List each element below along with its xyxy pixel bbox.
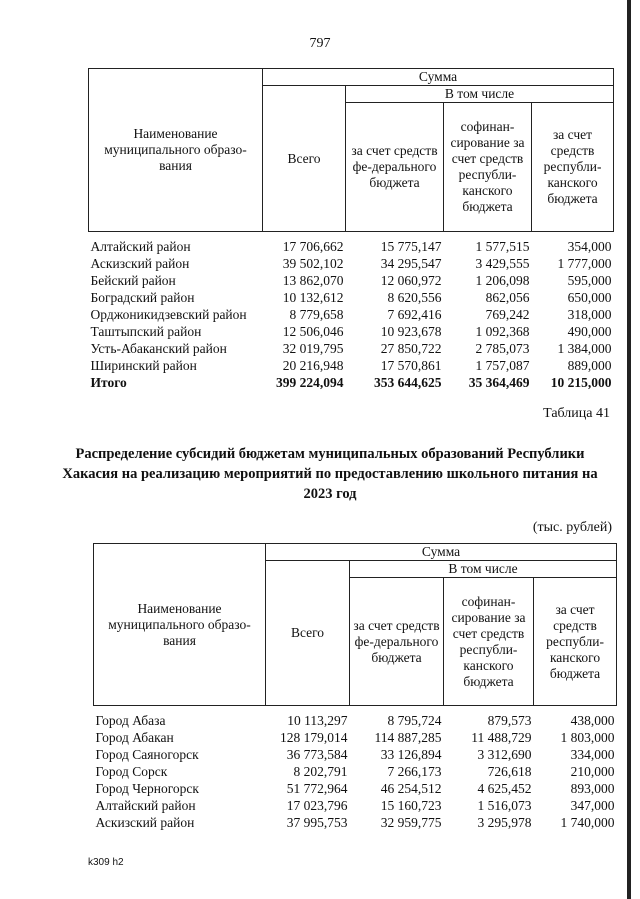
table-row bbox=[89, 232, 614, 256]
municipality-cell: Алтайский район bbox=[90, 239, 191, 254]
municipality-cell: Боградский район bbox=[90, 290, 195, 305]
cofin-cell: 3 295,978 bbox=[477, 815, 532, 830]
table-row bbox=[94, 780, 617, 797]
subsidy-table-1 bbox=[88, 68, 614, 391]
cofin-cell: 862,056 bbox=[485, 290, 530, 305]
table-row bbox=[89, 340, 614, 357]
municipality-cell: Аскизский район bbox=[90, 256, 190, 271]
footer-code: k309 h2 bbox=[88, 857, 124, 868]
republic-cell: 889,000 bbox=[567, 358, 612, 373]
table-row bbox=[94, 814, 617, 831]
cofin-cell: 1 577,515 bbox=[475, 239, 530, 254]
cofin-cell: 769,242 bbox=[485, 307, 530, 322]
republic-cell: 438,000 bbox=[570, 713, 615, 728]
table-row bbox=[94, 729, 617, 746]
federal-cell: 8 620,556 bbox=[387, 290, 442, 305]
cofin-cell: 2 785,073 bbox=[475, 341, 530, 356]
header-cofin: софинан-сирование за счет средств республи-канского бюджета bbox=[444, 103, 532, 232]
header-republic: за счет средств республи-канского бюджета bbox=[532, 103, 614, 232]
table-body bbox=[89, 232, 614, 392]
scan-edge bbox=[627, 0, 631, 899]
table-row bbox=[94, 797, 617, 814]
federal-cell: 33 126,894 bbox=[380, 747, 442, 762]
cofin-cell: 3 312,690 bbox=[477, 747, 532, 762]
federal-cell: 15 160,723 bbox=[380, 798, 442, 813]
cofin-cell: 35 364,469 bbox=[468, 375, 530, 390]
header-sum: Сумма bbox=[263, 69, 614, 86]
republic-cell: 347,000 bbox=[570, 798, 615, 813]
header-federal: за счет средств фе-дерального бюджета bbox=[350, 578, 444, 706]
table-row bbox=[89, 272, 614, 289]
republic-cell: 334,000 bbox=[570, 747, 615, 762]
total-cell: 10 132,612 bbox=[282, 290, 344, 305]
municipality-cell: Итого bbox=[90, 375, 127, 390]
table-row bbox=[89, 357, 614, 374]
municipality-cell: Город Абакан bbox=[95, 730, 174, 745]
federal-cell: 15 775,147 bbox=[380, 239, 442, 254]
republic-cell: 1 384,000 bbox=[557, 341, 612, 356]
municipality-cell: Бейский район bbox=[90, 273, 176, 288]
cofin-cell: 4 625,452 bbox=[477, 781, 532, 796]
federal-cell: 32 959,775 bbox=[380, 815, 442, 830]
municipality-cell: Орджоникидзевский район bbox=[90, 307, 247, 322]
table-title: Распределение субсидий бюджетам муниципальных образований Республики Хакасия на реализацию мероприятий по предоставлению школьного питания на 2023 год bbox=[62, 446, 598, 502]
republic-cell: 210,000 bbox=[570, 764, 615, 779]
table-row bbox=[94, 746, 617, 763]
republic-cell: 1 777,000 bbox=[557, 256, 612, 271]
table-row bbox=[89, 323, 614, 340]
municipality-cell: Алтайский район bbox=[95, 798, 196, 813]
cofin-cell: 11 488,729 bbox=[471, 730, 532, 745]
republic-cell: 595,000 bbox=[567, 273, 612, 288]
federal-cell: 7 692,416 bbox=[387, 307, 442, 322]
cofin-cell: 879,573 bbox=[487, 713, 532, 728]
total-cell: 32 019,795 bbox=[282, 341, 344, 356]
federal-cell: 46 254,512 bbox=[380, 781, 442, 796]
total-cell: 13 862,070 bbox=[282, 273, 344, 288]
municipality-cell: Город Абаза bbox=[95, 713, 166, 728]
header-name: Наименование муниципального образо-вания bbox=[94, 544, 266, 706]
republic-cell: 650,000 bbox=[567, 290, 612, 305]
cofin-cell: 1 757,087 bbox=[475, 358, 530, 373]
total-cell: 20 216,948 bbox=[282, 358, 344, 373]
federal-cell: 27 850,722 bbox=[380, 341, 442, 356]
header-total: Всего bbox=[266, 561, 350, 706]
table-row bbox=[89, 255, 614, 272]
republic-cell: 354,000 bbox=[567, 239, 612, 254]
header-name: Наименование муниципального образо-вания bbox=[89, 69, 263, 232]
header-including: В том числе bbox=[350, 561, 617, 578]
header-sum: Сумма bbox=[266, 544, 617, 561]
federal-cell: 12 060,972 bbox=[380, 273, 442, 288]
total-cell: 8 779,658 bbox=[289, 307, 344, 322]
table-row bbox=[89, 289, 614, 306]
table-row bbox=[89, 306, 614, 323]
total-cell: 17 706,662 bbox=[282, 239, 344, 254]
total-cell: 128 179,014 bbox=[280, 730, 348, 745]
header-total: Всего bbox=[263, 86, 346, 232]
total-cell: 399 224,094 bbox=[276, 375, 344, 390]
table-row bbox=[94, 763, 617, 780]
republic-cell: 893,000 bbox=[570, 781, 615, 796]
total-cell: 8 202,791 bbox=[293, 764, 348, 779]
republic-cell: 1 803,000 bbox=[560, 730, 615, 745]
republic-cell: 10 215,000 bbox=[550, 375, 612, 390]
total-cell: 36 773,584 bbox=[286, 747, 348, 762]
total-row bbox=[89, 374, 614, 391]
total-cell: 51 772,964 bbox=[286, 781, 348, 796]
federal-cell: 7 266,173 bbox=[387, 764, 442, 779]
municipality-cell: Ширинский район bbox=[90, 358, 197, 373]
header-including: В том числе bbox=[346, 86, 614, 103]
republic-cell: 1 740,000 bbox=[560, 815, 615, 830]
table-number: Таблица 41 bbox=[543, 406, 610, 421]
subsidy-table-2 bbox=[93, 543, 617, 831]
cofin-cell: 1 092,368 bbox=[475, 324, 530, 339]
cofin-cell: 1 206,098 bbox=[475, 273, 530, 288]
page-number: 797 bbox=[309, 36, 331, 51]
header-federal: за счет средств фе-дерального бюджета bbox=[346, 103, 444, 232]
header-cofin: софинан-сирование за счет средств республи-канского бюджета bbox=[444, 578, 534, 706]
federal-cell: 114 887,285 bbox=[374, 730, 442, 745]
federal-cell: 34 295,547 bbox=[380, 256, 442, 271]
federal-cell: 10 923,678 bbox=[380, 324, 442, 339]
cofin-cell: 3 429,555 bbox=[475, 256, 530, 271]
municipality-cell: Город Черногорск bbox=[95, 781, 199, 796]
total-cell: 39 502,102 bbox=[282, 256, 344, 271]
federal-cell: 17 570,861 bbox=[380, 358, 442, 373]
total-cell: 17 023,796 bbox=[286, 798, 348, 813]
header-republic: за счет средств республи-канского бюджета bbox=[534, 578, 617, 706]
municipality-cell: Аскизский район bbox=[95, 815, 195, 830]
federal-cell: 8 795,724 bbox=[387, 713, 442, 728]
units-label: (тыс. рублей) bbox=[532, 520, 612, 535]
total-cell: 10 113,297 bbox=[287, 713, 348, 728]
table-row bbox=[94, 706, 617, 730]
municipality-cell: Таштыпский район bbox=[90, 324, 202, 339]
municipality-cell: Усть-Абаканский район bbox=[90, 341, 227, 356]
table-body bbox=[94, 706, 617, 832]
cofin-cell: 1 516,073 bbox=[477, 798, 532, 813]
total-cell: 12 506,046 bbox=[282, 324, 344, 339]
republic-cell: 490,000 bbox=[567, 324, 612, 339]
total-cell: 37 995,753 bbox=[286, 815, 348, 830]
municipality-cell: Город Саяногорск bbox=[95, 747, 199, 762]
municipality-cell: Город Сорск bbox=[95, 764, 168, 779]
cofin-cell: 726,618 bbox=[487, 764, 532, 779]
republic-cell: 318,000 bbox=[567, 307, 612, 322]
federal-cell: 353 644,625 bbox=[374, 375, 442, 390]
